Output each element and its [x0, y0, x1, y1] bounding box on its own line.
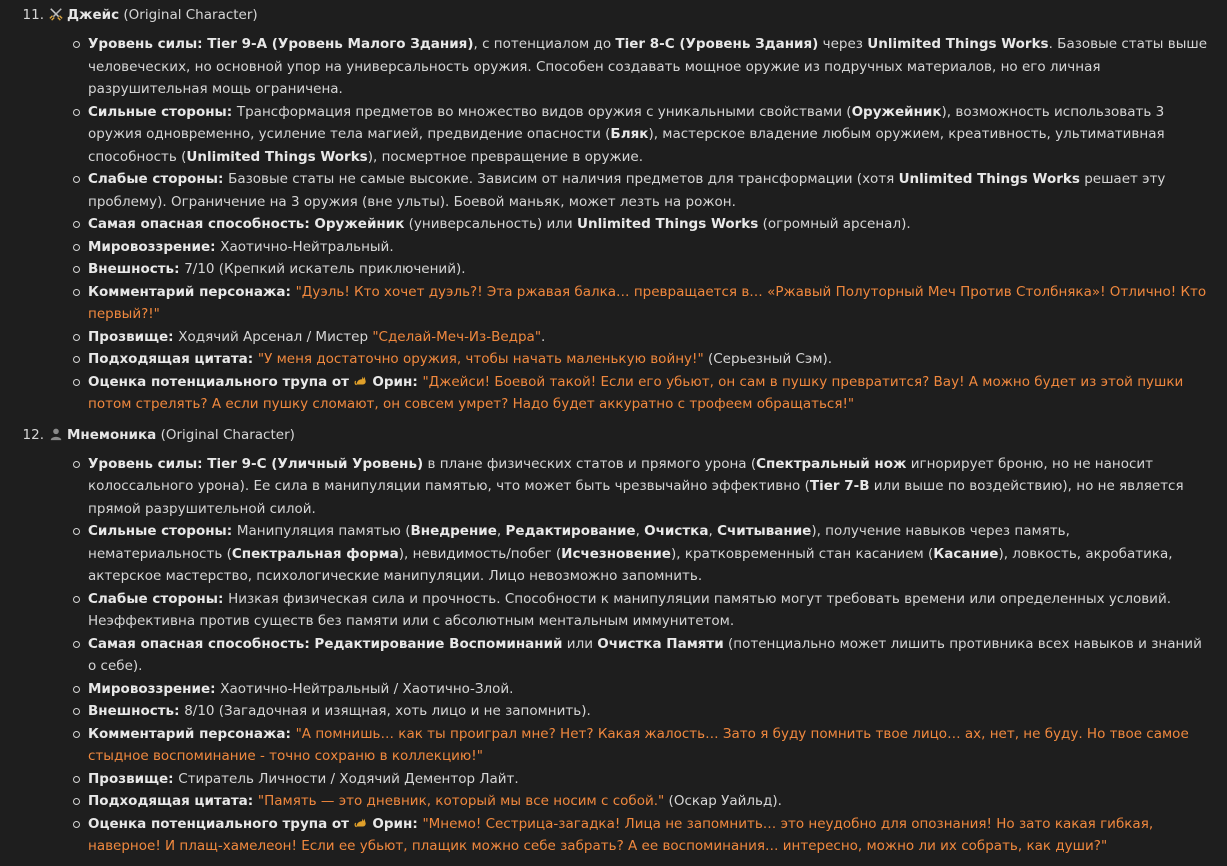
bold-text: Tier 8-C (Уровень Здания) — [615, 36, 819, 52]
character-entry — [0, 4, 1227, 416]
body-text: Трансформация предметов во множество видов оружия с уникальными свойствами ( — [236, 103, 852, 120]
property-item — [88, 723, 1207, 768]
bold-text: Внешность: — [88, 261, 185, 277]
bold-text: Мировоззрение: — [88, 238, 221, 255]
bold-text: Прозвище: — [88, 770, 179, 787]
body-text: ), возможность использовать 3 оружия одновременно, усиление тела магией, предвидение опасности ( — [88, 103, 1165, 142]
bold-text: Самая опасная способность: — [88, 635, 315, 652]
bold-text: Комментарий персонажа: — [88, 283, 296, 300]
bold-text: Unlimited Things Works — [186, 148, 368, 165]
property-item — [88, 790, 1207, 813]
property-item — [88, 768, 1207, 791]
body-text: 8/10 (Загадочная и изящная, хоть лицо и не запомнить). — [184, 703, 591, 719]
body-text: Манипуляция памятью ( — [236, 523, 411, 539]
property-item — [88, 326, 1207, 349]
bold-text: Tier 7-B — [809, 478, 870, 494]
cat-icon — [354, 816, 368, 832]
bold-text: Касание — [933, 545, 999, 562]
bold-text: Подходящая цитата: — [88, 351, 258, 367]
character-entry — [0, 424, 1227, 858]
body-text: (огромный арсенал). — [758, 216, 911, 232]
property-list — [62, 453, 1207, 858]
bold-text: Сильные стороны: — [88, 523, 237, 539]
body-text: . — [541, 328, 546, 345]
bold-text: Редактирование — [505, 523, 636, 539]
property-item — [88, 520, 1207, 588]
body-text: , — [708, 523, 718, 539]
quote-text: "У меня достаточно оружия, чтобы начать маленькую войну!" — [257, 351, 704, 367]
body-text: в плане физических статов и прямого урона ( — [423, 455, 757, 472]
bold-text: Мировоззрение: — [88, 680, 221, 697]
property-item — [88, 348, 1207, 371]
body-text: , — [635, 523, 645, 539]
cat-icon — [354, 374, 368, 390]
bold-text: Уровень силы: — [88, 36, 208, 52]
bold-text: Unlimited Things Works — [577, 216, 759, 232]
body-text: решает эту проблему). Ограничение на 3 оружия (вне ульты). Боевой маньяк, может лезть на рожон. — [88, 171, 1166, 210]
bold-text: Орин: — [367, 815, 423, 832]
body-text: Стиратель Личности / Ходячий Дементор Лайт. — [178, 770, 519, 787]
body-text: Хаотично-Нейтральный. — [220, 238, 394, 255]
quote-text: "А помнишь… как ты проиграл мне? Нет? Какая жалость… Зато я буду помнить твое лицо… ах, нет, не буду. Но твое самое стыдное воспоминание - точно сохраню в коллекцию!" — [88, 725, 1189, 764]
bold-text: Слабые стороны: — [88, 171, 229, 187]
bold-text: Исчезновение — [561, 545, 671, 562]
body-text: через — [818, 36, 868, 52]
bold-text: Бляк — [610, 126, 649, 142]
property-item — [88, 371, 1207, 416]
property-list — [62, 33, 1207, 416]
bold-text: Unlimited Things Works — [867, 36, 1049, 52]
property-item — [88, 101, 1207, 169]
body-text: ), ловкость, акробатика, актерское мастерство, психологические манипуляции. Лицо невозможно запомнить. — [88, 545, 1173, 584]
bold-text: Подходящая цитата: — [88, 793, 258, 809]
body-text: . Базовые статы выше человеческих, но основной упор на универсальность оружия. Способен создавать мощное оружие из подручных материалов, но его личная разрушительная мощь ограничена. — [88, 36, 1208, 97]
property-item — [88, 813, 1207, 858]
bold-text: Комментарий персонажа: — [88, 725, 296, 742]
bold-text: Спектральный нож — [756, 455, 907, 472]
body-text: (Серьезный Сэм). — [703, 351, 833, 367]
property-item — [88, 588, 1207, 633]
body-text: игнорирует броню, но не наносит колоссального урона). Ее сила в манипуляции памятью, что может быть чрезвычайно эффективно ( — [88, 455, 1154, 494]
bold-text: Редактирование Воспоминаний — [314, 635, 563, 652]
bold-text: Оценка потенциального трупа от — [88, 815, 354, 832]
bold-text: Прозвище: — [88, 328, 179, 345]
body-text: ), мастерское владение любым оружием, креативность, ультимативная способность ( — [88, 126, 1165, 165]
bold-text: Самая опасная способность: — [88, 216, 315, 232]
property-item — [88, 258, 1207, 281]
body-text: (Оскар Уайльд). — [664, 793, 782, 809]
body-text: ), кратковременный стан касанием ( — [670, 545, 934, 562]
bold-text: Внедрение — [410, 523, 497, 539]
character-name: Джейс — [67, 7, 120, 23]
quote-text: "Мнемо! Сестрица-загадка! Лица не запомнить… это неудобно для опознания! Но зато какая гибкая, наверное! И плащ-хамелеон! Если ее убьют, плащик можно себе забрать? А ее воспоминания… интересно, можно ли их собрать, как души?" — [88, 815, 1154, 854]
character-list — [0, 4, 1227, 858]
bold-text: Очистка — [644, 523, 709, 539]
character-heading — [20, 424, 1207, 447]
bold-text: Внешность: — [88, 703, 185, 719]
bold-text: Tier 9-A (Уровень Малого Здания) — [207, 36, 474, 52]
property-item — [88, 281, 1207, 326]
bold-text: Оружейник — [851, 103, 942, 120]
quote-text: "Память — это дневник, который мы все носим с собой." — [257, 793, 665, 809]
property-item — [88, 700, 1207, 723]
body-text: ), невидимость/побег ( — [398, 545, 562, 562]
bold-text: Орин: — [367, 373, 423, 390]
bold-text: Считывание — [717, 523, 812, 539]
body-text: , с потенциалом до — [473, 36, 616, 52]
quote-text: "Джейси! Боевой такой! Если его убьют, он сам в пушку превратится? Вау! А можно будет из этой пушки потом стрелять? А если пушку сломают, он совсем умрет? Надо будет аккуратно с трофеем обращаться!" — [88, 373, 1184, 412]
bust-silhouette-icon — [49, 426, 63, 440]
body-text: (потенциально может лишить противника всех навыков и знаний о себе). — [88, 635, 1202, 674]
bold-text: Спектральная форма — [231, 545, 399, 562]
property-item — [88, 213, 1207, 236]
list-number: 12. — [22, 426, 44, 443]
body-text: Низкая физическая сила и прочность. Способности к манипуляции памятью могут требовать времени или определенных условий. Неэффективна против существ без памяти или с абсолютным ментальным иммунитетом. — [88, 590, 1172, 629]
body-text: ), посмертное превращение в оружие. — [367, 148, 643, 165]
body-text: Хаотично-Нейтральный / Хаотично-Злой. — [220, 680, 514, 697]
character-origin: (Original Character) — [160, 426, 295, 443]
bold-text: Очистка Памяти — [597, 635, 724, 652]
character-origin: (Original Character) — [123, 7, 258, 23]
character-name: Мнемоника — [67, 426, 157, 443]
property-item — [88, 453, 1207, 521]
property-item — [88, 168, 1207, 213]
property-item — [88, 633, 1207, 678]
bold-text: Tier 9-C (Уличный Уровень) — [207, 455, 424, 472]
character-heading — [20, 4, 1207, 27]
crossed-swords-icon — [49, 6, 63, 20]
property-item — [88, 33, 1207, 101]
quote-text: "Дуэль! Кто хочет дуэль?! Эта ржавая балка… превращается в… «Ржавый Полуторный Меч Против Столбняка»! Отлично! Кто первый?!" — [88, 283, 1207, 322]
bold-text: Unlimited Things Works — [898, 171, 1080, 187]
property-item — [88, 236, 1207, 259]
bold-text: Оружейник — [314, 216, 405, 232]
property-item — [88, 678, 1207, 701]
body-text: или выше по воздействию), но не является прямой разрушительной силой. — [88, 478, 1184, 517]
quote-text: "Сделай-Меч-Из-Ведра" — [372, 328, 542, 345]
body-text: Базовые статы не самые высокие. Зависим от наличия предметов для трансформации (хотя — [228, 171, 899, 187]
bold-text: Уровень силы: — [88, 455, 208, 472]
bold-text: Слабые стороны: — [88, 590, 229, 607]
body-text: 7/10 (Крепкий искатель приключений). — [184, 261, 466, 277]
bold-text: Сильные стороны: — [88, 103, 237, 120]
list-number: 11. — [22, 7, 44, 23]
bold-text: Оценка потенциального трупа от — [88, 373, 354, 390]
body-text: , — [496, 523, 506, 539]
body-text: ), получение навыков через память, нематериальность ( — [88, 523, 1070, 562]
body-text: Ходячий Арсенал / Мистер — [178, 328, 373, 345]
body-text: (универсальность) или — [404, 216, 577, 232]
body-text: или — [562, 635, 598, 652]
document — [0, 4, 1227, 866]
